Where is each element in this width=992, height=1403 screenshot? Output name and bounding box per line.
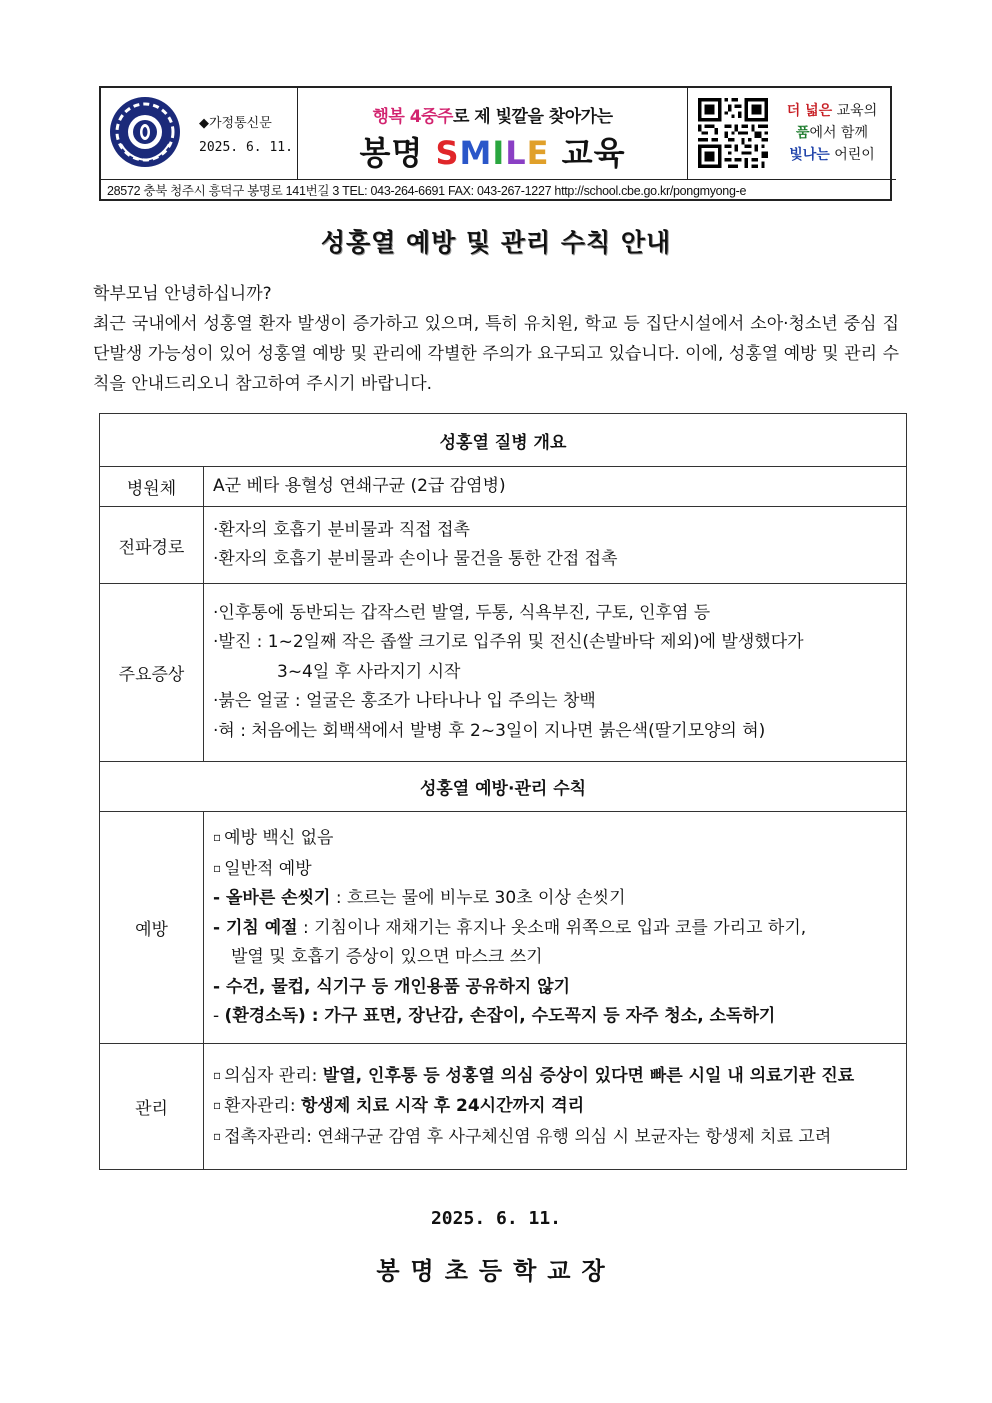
smile-letter: M — [459, 134, 493, 172]
school-emblem-icon — [109, 96, 181, 168]
list-item: ·붉은 얼굴 : 얼굴은 홍조가 나타나나 입 주의는 창백 — [213, 691, 596, 712]
list-item — [213, 914, 896, 944]
handwash-heading: 올바른 손씻기 — [225, 888, 331, 909]
list-item: ·인후통에 동반되는 갑작스런 발열, 두통, 식욕부진, 구토, 인후염 등 — [213, 602, 711, 623]
list-item: ·혀 : 처음에는 회백색에서 발병 후 2~3일이 지나면 붉은색(딸기모양의 혀) — [213, 720, 766, 741]
prevention-label: 예방 — [100, 812, 204, 1044]
newsletter-label: ◆가정통신문 — [199, 116, 272, 131]
list-item: - 수건, 물컵, 식기구 등 개인용품 공유하지 않기 — [213, 976, 570, 997]
bullet-square-icon: ▫ — [213, 830, 222, 845]
table-row — [100, 584, 907, 762]
list-item: 발열 및 호흡기 증상이 있으면 마스크 쓰기 — [231, 947, 543, 968]
slogan-prefix: 행복 4중주 — [372, 107, 453, 127]
bullet-square-icon: ▫ — [213, 1098, 222, 1113]
table-row — [100, 467, 907, 507]
header-left-cell — [101, 88, 298, 179]
motto-line-2 — [778, 122, 886, 144]
list-item — [213, 1061, 896, 1092]
scarlet-fever-table — [99, 413, 907, 1170]
dash: - — [213, 917, 226, 938]
pathogen-value: A군 베타 용혈성 연쇄구균 (2급 감염병) — [204, 467, 907, 507]
handwash-text: : 흐르는 물에 비누로 30초 이상 손씻기 — [330, 888, 626, 909]
slogan — [298, 102, 687, 127]
list-item: ·환자의 호흡기 분비물과 직접 접촉 — [213, 519, 470, 540]
contact-label: 접촉자관리: — [224, 1126, 318, 1147]
qr-code-icon — [698, 98, 768, 168]
motto-highlight: 빛나는 — [789, 147, 830, 163]
greeting: 학부모님 안녕하십니까? — [93, 284, 272, 304]
newsletter-header — [99, 86, 892, 201]
management-label: 관리 — [100, 1044, 204, 1170]
suspect-value: 발열, 인후통 등 성홍열 의심 증상이 있다면 빠른 시일 내 의료기관 진료 — [322, 1065, 855, 1086]
suspect-label: 의심자 관리: — [224, 1065, 323, 1086]
table-row — [100, 812, 907, 1044]
list-item — [213, 884, 896, 914]
school-address: 28572 충북 청주시 흥덕구 봉명로 141번길 3 TEL: 043-264-6691 FAX: 043-267-1227 http://school.cbe.go.kr/pongmyong-e — [101, 179, 896, 202]
list-item: ·환자의 호흡기 분비물과 손이나 물건을 통한 간접 접촉 — [213, 549, 618, 569]
smile-letter: S — [435, 134, 460, 172]
document-title: 성홍열 예방 및 관리 수칙 안내 — [320, 228, 672, 257]
education-title — [298, 128, 687, 174]
motto-highlight: 품 — [795, 125, 810, 141]
list-item — [213, 823, 896, 854]
intro-body: 최근 국내에서 성홍열 환자 발생이 증가하고 있으며, 특히 유치원, 학교 등 집단시설에서 소아·청소년 중심 집단발생 가능성이 있어 성홍열 예방 및 관리에 각별한 주의가 요구되고 있습니다. 이에, 성홍열 예방 및 관리 수칙을 안내드리오니 참고하여 주시기 바랍니다. — [93, 314, 899, 394]
motto-text: 에서 함께 — [809, 125, 869, 141]
route-label: 전파경로 — [100, 507, 204, 584]
cough-text: : 기침이나 재채기는 휴지나 옷소매 위쪽으로 입과 코를 가리고 하기, — [297, 917, 807, 938]
section-title-rules: 성홍열 예방·관리 수칙 — [100, 762, 907, 812]
motto-text: 어린이 — [834, 147, 875, 163]
list-text: 일반적 예방 — [224, 858, 312, 879]
motto-line-3 — [778, 144, 886, 166]
bullet-square-icon: ▫ — [213, 1067, 222, 1082]
intro-text — [93, 279, 899, 399]
issue-date: 2025. 6. 11. — [199, 140, 293, 155]
dash: - — [213, 888, 226, 909]
slogan-suffix: 로 제 빛깔을 찾아가는 — [452, 107, 613, 127]
dash: - — [213, 1006, 225, 1027]
list-item — [213, 1002, 896, 1032]
cough-heading: 기침 예절 — [225, 917, 298, 938]
smile-letter: E — [526, 134, 550, 172]
footer-date: 2025. 6. 11. — [430, 1208, 562, 1229]
header-right-cell — [688, 88, 890, 179]
symptom-value — [204, 584, 907, 762]
smile-letter: I — [492, 134, 506, 172]
title-part1: 봉명 — [359, 134, 424, 172]
bullet-square-icon: ▫ — [213, 860, 222, 875]
motto-line-1 — [778, 100, 886, 122]
pathogen-label: 병원체 — [100, 467, 204, 507]
smile-letter: L — [505, 134, 527, 172]
motto-highlight: 더 넓은 — [786, 103, 833, 119]
bullet-square-icon: ▫ — [213, 1128, 222, 1143]
table-row — [100, 1044, 907, 1170]
patient-label: 환자관리: — [224, 1096, 301, 1117]
motto-text: 교육의 — [836, 103, 878, 119]
env-text: (환경소독) : 가구 표면, 장난감, 손잡이, 수도꼭지 등 자주 청소, 소독하기 — [224, 1006, 776, 1027]
list-item: ·발진 : 1~2일째 작은 좁쌀 크기로 입주위 및 전신(손발바닥 제외)에 발생했다가 — [213, 632, 804, 653]
list-item — [213, 854, 896, 885]
management-value — [204, 1044, 907, 1170]
route-value — [204, 507, 907, 584]
patient-value: 항생제 치료 시작 후 24시간까지 격리 — [300, 1096, 585, 1117]
school-motto — [778, 100, 886, 166]
principal-signature: 봉명초등학교장 — [376, 1257, 616, 1285]
header-center-cell — [298, 88, 688, 179]
list-item — [213, 1091, 896, 1122]
contact-value: 연쇄구균 감염 후 사구체신염 유행 의심 시 보균자는 항생제 치료 고려 — [317, 1126, 832, 1147]
list-item: 3~4일 후 사라지기 시작 — [277, 661, 461, 682]
table-row — [100, 762, 907, 812]
table-row — [100, 414, 907, 467]
table-row — [100, 507, 907, 584]
list-item — [213, 1122, 896, 1153]
symptom-label: 주요증상 — [100, 584, 204, 762]
smile-word — [435, 134, 549, 172]
section-title-overview: 성홍열 질병 개요 — [100, 414, 907, 467]
prevention-value — [204, 812, 907, 1044]
title-part3: 교육 — [561, 134, 626, 172]
list-text: 예방 백신 없음 — [224, 828, 334, 849]
